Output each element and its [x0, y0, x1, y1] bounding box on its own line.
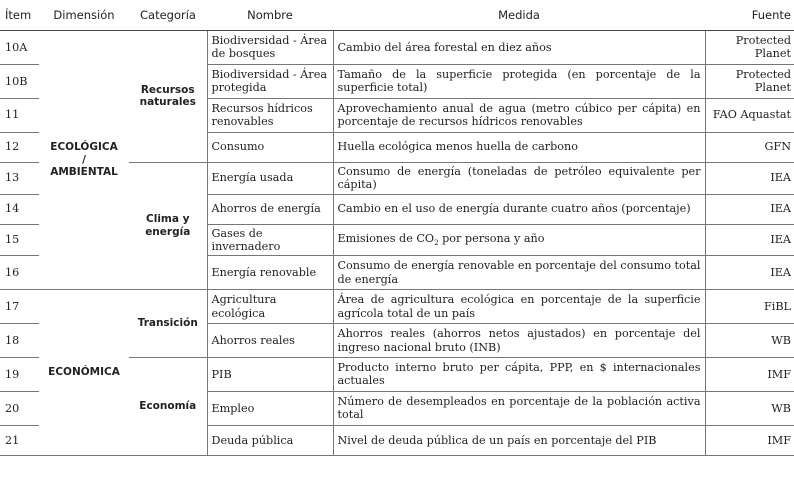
row-medida: Consumo de energía renovable en porcentaje del consumo total de energía: [333, 256, 705, 290]
row-item: 13: [0, 162, 39, 194]
row-medida: Cambio del área forestal en diez años: [333, 31, 705, 65]
row-item: 10A: [0, 31, 39, 65]
row-item: 21: [0, 425, 39, 455]
row-fuente: IEA: [705, 194, 794, 224]
row-medida: Número de desempleados en porcentaje de la población activa total: [333, 391, 705, 425]
row-medida: Producto interno bruto per cápita, PPP, en $ internacionales actuales: [333, 358, 705, 392]
category-transicion: Transición: [129, 290, 207, 358]
category-clima: Clima y energía: [129, 162, 207, 290]
category-recursos: Recursos naturales: [129, 31, 207, 163]
row-nombre: Empleo: [207, 391, 333, 425]
header-item: Ítem: [0, 0, 39, 31]
row-nombre: Gases de invernadero: [207, 224, 333, 256]
row-item: 12: [0, 132, 39, 162]
table-row: [0, 31, 794, 65]
row-item: 10B: [0, 64, 39, 98]
row-fuente: IMF: [705, 425, 794, 455]
row-fuente: IMF: [705, 358, 794, 392]
row-fuente: IEA: [705, 256, 794, 290]
row-item: 14: [0, 194, 39, 224]
row-nombre: Deuda pública: [207, 425, 333, 455]
row-nombre: Energía renovable: [207, 256, 333, 290]
row-medida: Nivel de deuda pública de un país en porcentaje del PIB: [333, 425, 705, 455]
row-medida: Aprovechamiento anual de agua (metro cúbico per cápita) en porcentaje de recursos hídricos renovables: [333, 98, 705, 132]
row-fuente: IEA: [705, 224, 794, 256]
row-nombre: Agricultura ecológica: [207, 290, 333, 324]
medida-co2-pre: Emisiones de CO: [337, 232, 435, 246]
row-nombre: Recursos hídricos renovables: [207, 98, 333, 132]
row-fuente: WB: [705, 391, 794, 425]
row-fuente: Protected Planet: [705, 31, 794, 65]
row-item: 20: [0, 391, 39, 425]
row-nombre: Consumo: [207, 132, 333, 162]
row-item: 17: [0, 290, 39, 324]
row-nombre: Ahorros de energía: [207, 194, 333, 224]
row-fuente: FiBL: [705, 290, 794, 324]
row-item: 11: [0, 98, 39, 132]
dimension-economica: ECONÓMICA: [39, 290, 129, 456]
row-fuente: FAO Aquastat: [705, 98, 794, 132]
header-medida: Medida: [333, 0, 705, 31]
header-fuente: Fuente: [705, 0, 794, 31]
dimension-ecologica-line1: ECOLÓGICA: [50, 141, 118, 154]
row-fuente: GFN: [705, 132, 794, 162]
row-medida: Huella ecológica menos huella de carbono: [333, 132, 705, 162]
row-medida: Área de agricultura ecológica en porcentaje de la superficie agrícola total de un país: [333, 290, 705, 324]
row-item: 19: [0, 358, 39, 392]
row-nombre: Biodiversidad - Área protegida: [207, 64, 333, 98]
dimension-ecologica: [39, 31, 129, 290]
header-row: [0, 0, 794, 31]
row-item: 16: [0, 256, 39, 290]
row-nombre: Ahorros reales: [207, 324, 333, 358]
row-nombre: PIB: [207, 358, 333, 392]
header-categoria: Categoría: [129, 0, 207, 31]
row-medida: [333, 224, 705, 256]
row-fuente: Protected Planet: [705, 64, 794, 98]
table-row: [0, 290, 794, 324]
header-dimension: Dimensión: [39, 0, 129, 31]
dimension-ecologica-line3: AMBIENTAL: [50, 166, 118, 179]
row-fuente: IEA: [705, 162, 794, 194]
row-fuente: WB: [705, 324, 794, 358]
row-nombre: Biodiversidad - Área de bosques: [207, 31, 333, 65]
row-medida: Consumo de energía (toneladas de petróleo equivalente per cápita): [333, 162, 705, 194]
medida-co2-post: por persona y año: [438, 232, 545, 246]
row-medida: Ahorros reales (ahorros netos ajustados) en porcentaje del ingreso nacional bruto (INB): [333, 324, 705, 358]
medida-co2-sub: 2: [434, 239, 439, 248]
row-item: 15: [0, 224, 39, 256]
row-nombre: Energía usada: [207, 162, 333, 194]
row-medida: Tamaño de la superficie protegida (en porcentaje de la superficie total): [333, 64, 705, 98]
row-item: 18: [0, 324, 39, 358]
row-medida: Cambio en el uso de energía durante cuatro años (porcentaje): [333, 194, 705, 224]
header-nombre: Nombre: [207, 0, 333, 31]
category-economia: Economía: [129, 358, 207, 456]
dimension-ecologica-line2: /: [82, 153, 86, 166]
